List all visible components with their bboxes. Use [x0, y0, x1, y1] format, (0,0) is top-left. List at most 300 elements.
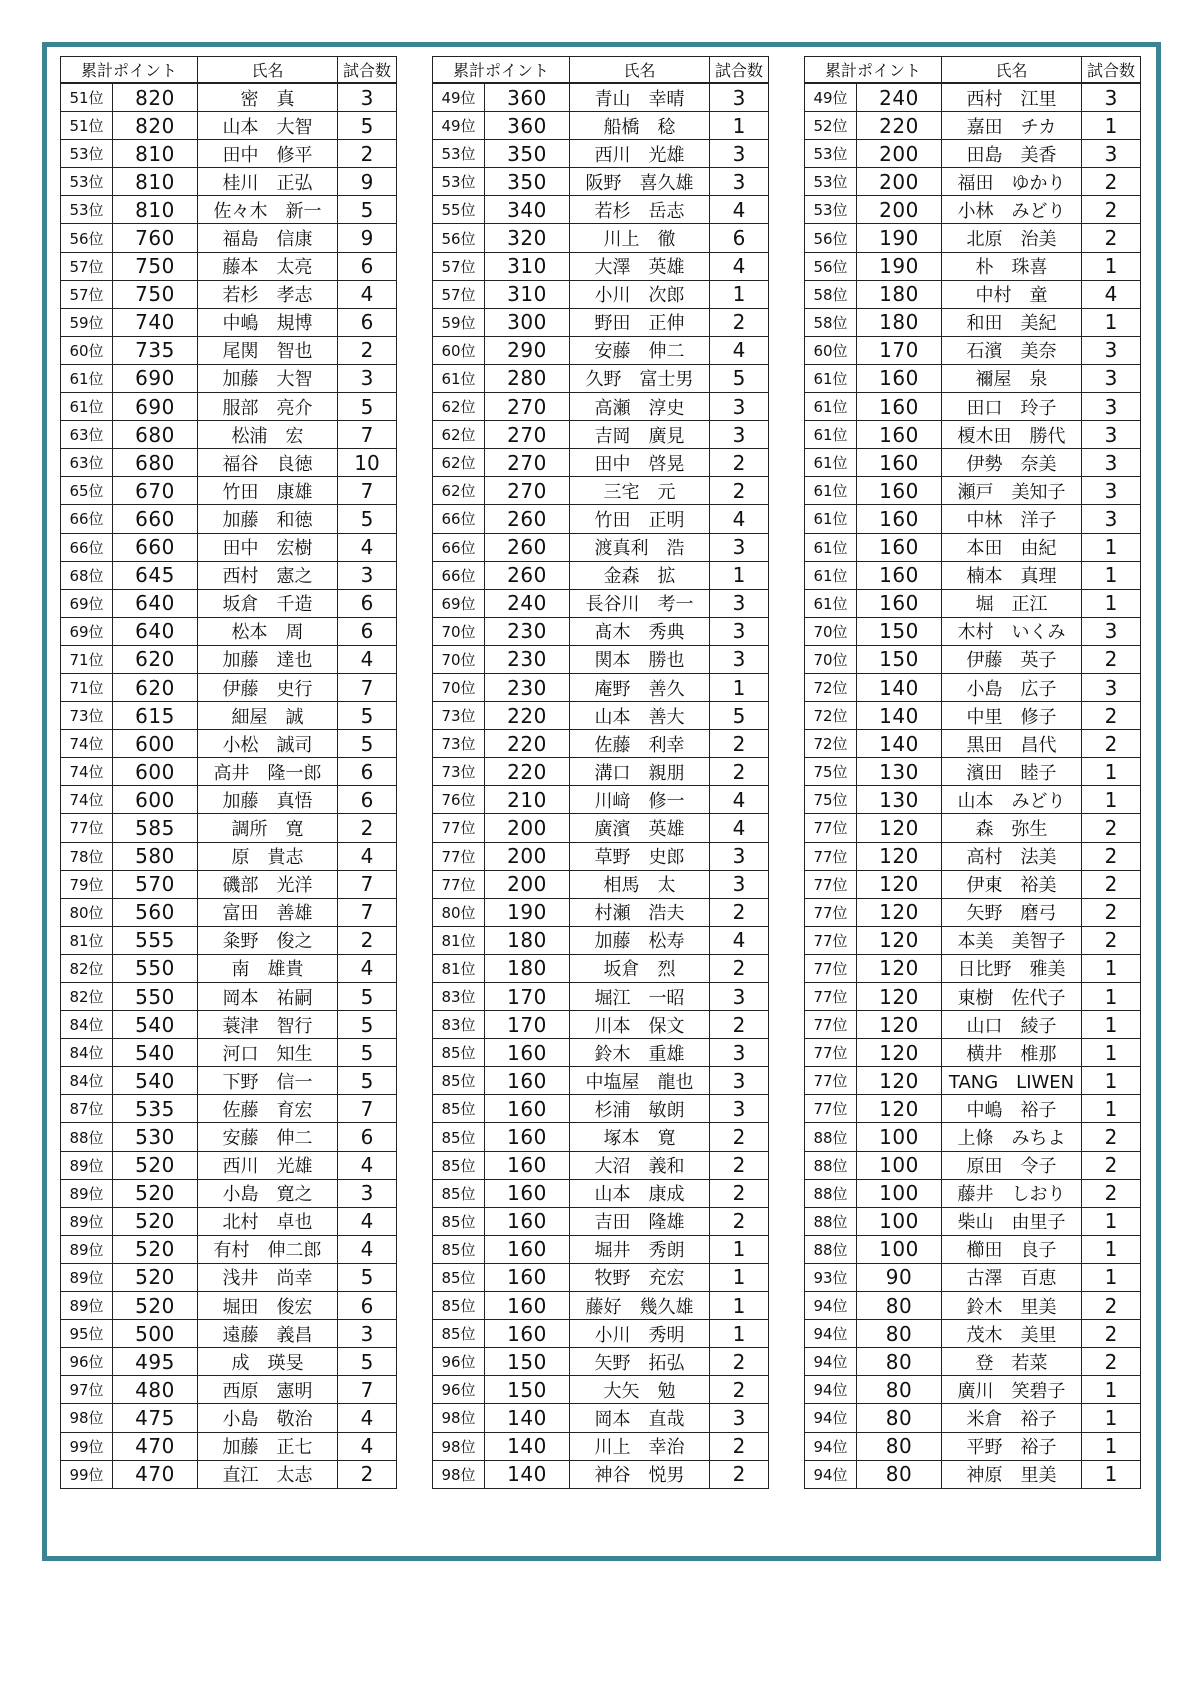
games-cell: 7 — [338, 898, 397, 926]
name-cell: 神谷 悦男 — [570, 1460, 710, 1488]
name-cell: 西村 憲之 — [198, 561, 338, 589]
games-cell: 5 — [338, 196, 397, 224]
name-cell: 矢野 拓弘 — [570, 1348, 710, 1376]
points-cell: 220 — [485, 730, 570, 758]
table-row — [805, 589, 1141, 617]
rank-cell: 87位 — [61, 1095, 113, 1123]
points-cell: 160 — [485, 1320, 570, 1348]
name-cell: 川﨑 修一 — [570, 786, 710, 814]
points-cell: 190 — [857, 252, 942, 280]
points-cell: 540 — [113, 1011, 198, 1039]
name-cell: 松浦 宏 — [198, 421, 338, 449]
table-row — [433, 645, 769, 673]
games-cell: 2 — [1082, 702, 1141, 730]
table-row — [805, 926, 1141, 954]
table-row — [805, 1067, 1141, 1095]
rank-cell: 62位 — [433, 393, 485, 421]
table-row — [61, 983, 397, 1011]
games-cell: 1 — [1082, 1235, 1141, 1263]
points-cell: 470 — [113, 1460, 198, 1488]
name-cell: 阪野 喜久雄 — [570, 168, 710, 196]
table-row — [61, 954, 397, 982]
table-row — [805, 1263, 1141, 1291]
name-cell: 東樹 佐代子 — [942, 983, 1082, 1011]
rank-cell: 61位 — [805, 533, 857, 561]
name-cell: 山口 綾子 — [942, 1011, 1082, 1039]
table-row — [61, 1039, 397, 1067]
points-cell: 100 — [857, 1151, 942, 1179]
points-cell: 100 — [857, 1123, 942, 1151]
name-cell: 高村 法美 — [942, 842, 1082, 870]
table-row — [61, 1348, 397, 1376]
games-cell: 1 — [1082, 1460, 1141, 1488]
points-cell: 540 — [113, 1067, 198, 1095]
name-cell: 磯部 光洋 — [198, 870, 338, 898]
games-cell: 5 — [338, 1067, 397, 1095]
points-cell: 270 — [485, 449, 570, 477]
points-cell: 130 — [857, 786, 942, 814]
table-row — [61, 280, 397, 308]
name-cell: 藤本 太亮 — [198, 252, 338, 280]
table-row — [805, 83, 1141, 112]
points-cell: 520 — [113, 1292, 198, 1320]
rank-cell: 61位 — [805, 589, 857, 617]
games-cell: 9 — [338, 224, 397, 252]
games-cell: 2 — [1082, 1292, 1141, 1320]
rank-cell: 77位 — [805, 983, 857, 1011]
rank-cell: 85位 — [433, 1039, 485, 1067]
name-cell: 三宅 元 — [570, 477, 710, 505]
name-cell: 北原 治美 — [942, 224, 1082, 252]
games-cell: 3 — [338, 1179, 397, 1207]
games-cell: 1 — [1082, 533, 1141, 561]
name-cell: 伊藤 史行 — [198, 673, 338, 701]
points-cell: 220 — [857, 112, 942, 140]
name-cell: 小川 秀明 — [570, 1320, 710, 1348]
games-cell: 3 — [1082, 617, 1141, 645]
table-row — [61, 870, 397, 898]
games-cell: 7 — [338, 1095, 397, 1123]
rank-cell: 73位 — [433, 758, 485, 786]
name-cell: 矢野 磨弓 — [942, 898, 1082, 926]
rank-cell: 59位 — [61, 308, 113, 336]
name-cell: 鈴木 重雄 — [570, 1039, 710, 1067]
table-row — [433, 252, 769, 280]
name-cell: 西川 光雄 — [198, 1151, 338, 1179]
rank-cell: 61位 — [805, 561, 857, 589]
rank-cell: 58位 — [805, 308, 857, 336]
rank-cell: 71位 — [61, 645, 113, 673]
table-row — [805, 870, 1141, 898]
header-row — [433, 57, 769, 84]
name-cell: 藤井 しおり — [942, 1179, 1082, 1207]
rank-cell: 57位 — [61, 280, 113, 308]
games-cell: 1 — [710, 112, 769, 140]
points-cell: 260 — [485, 533, 570, 561]
points-cell: 360 — [485, 83, 570, 112]
games-cell: 4 — [338, 1151, 397, 1179]
rank-cell: 82位 — [61, 983, 113, 1011]
games-cell: 7 — [338, 421, 397, 449]
points-cell: 120 — [857, 898, 942, 926]
rank-cell: 66位 — [433, 505, 485, 533]
name-cell: 小島 寛之 — [198, 1179, 338, 1207]
table-row — [433, 926, 769, 954]
rank-cell: 57位 — [433, 252, 485, 280]
table-row — [805, 112, 1141, 140]
rank-cell: 49位 — [433, 112, 485, 140]
table-row — [433, 1095, 769, 1123]
games-cell: 3 — [1082, 83, 1141, 112]
points-cell: 200 — [857, 140, 942, 168]
table-row — [805, 786, 1141, 814]
table-row — [433, 730, 769, 758]
games-cell: 2 — [710, 1432, 769, 1460]
rank-cell: 88位 — [61, 1123, 113, 1151]
games-cell: 6 — [338, 617, 397, 645]
games-cell: 1 — [1082, 1376, 1141, 1404]
games-cell: 6 — [338, 252, 397, 280]
name-cell: 茂木 美里 — [942, 1320, 1082, 1348]
games-cell: 2 — [710, 1179, 769, 1207]
name-cell: 佐藤 育宏 — [198, 1095, 338, 1123]
points-cell: 645 — [113, 561, 198, 589]
name-cell: 加藤 和徳 — [198, 505, 338, 533]
rank-cell: 77位 — [805, 926, 857, 954]
games-cell: 3 — [1082, 477, 1141, 505]
rank-cell: 63位 — [61, 421, 113, 449]
table-row — [61, 252, 397, 280]
rank-cell: 94位 — [805, 1376, 857, 1404]
table-row — [433, 1348, 769, 1376]
rank-cell: 51位 — [61, 112, 113, 140]
rank-cell: 77位 — [805, 898, 857, 926]
points-cell: 670 — [113, 477, 198, 505]
rank-cell: 70位 — [805, 645, 857, 673]
name-cell: 廣濱 英雄 — [570, 814, 710, 842]
points-cell: 240 — [857, 83, 942, 112]
name-cell: 原 貴志 — [198, 842, 338, 870]
points-cell: 220 — [485, 702, 570, 730]
games-cell: 2 — [710, 1207, 769, 1235]
rank-cell: 61位 — [433, 364, 485, 392]
points-cell: 140 — [485, 1432, 570, 1460]
name-cell: 相馬 太 — [570, 870, 710, 898]
ranking-table-left — [60, 56, 397, 1489]
rank-cell: 84位 — [61, 1039, 113, 1067]
table-row — [433, 1179, 769, 1207]
name-cell: 庵野 善久 — [570, 673, 710, 701]
games-cell: 2 — [1082, 1348, 1141, 1376]
points-cell: 80 — [857, 1292, 942, 1320]
rank-cell: 53位 — [433, 168, 485, 196]
name-cell: 長谷川 考一 — [570, 589, 710, 617]
rank-cell: 77位 — [433, 814, 485, 842]
games-cell: 3 — [710, 393, 769, 421]
rank-cell: 53位 — [61, 168, 113, 196]
games-cell: 2 — [1082, 645, 1141, 673]
name-cell: 堀田 俊宏 — [198, 1292, 338, 1320]
points-cell: 160 — [857, 477, 942, 505]
rank-cell: 74位 — [61, 758, 113, 786]
table-row — [433, 140, 769, 168]
points-cell: 530 — [113, 1123, 198, 1151]
games-cell: 2 — [338, 1460, 397, 1488]
table-row — [805, 561, 1141, 589]
name-cell: 田口 玲子 — [942, 393, 1082, 421]
points-cell: 200 — [857, 168, 942, 196]
games-cell: 2 — [1082, 1320, 1141, 1348]
points-cell: 80 — [857, 1320, 942, 1348]
name-cell: 川上 徹 — [570, 224, 710, 252]
rank-cell: 99位 — [61, 1460, 113, 1488]
rank-cell: 85位 — [433, 1095, 485, 1123]
name-cell: 船橋 稔 — [570, 112, 710, 140]
table-row — [805, 1039, 1141, 1067]
games-cell: 6 — [338, 786, 397, 814]
points-cell: 200 — [485, 814, 570, 842]
games-cell: 3 — [338, 1320, 397, 1348]
games-cell: 7 — [338, 673, 397, 701]
name-cell: 堀 正江 — [942, 589, 1082, 617]
rank-cell: 94位 — [805, 1292, 857, 1320]
name-cell: 坂倉 千造 — [198, 589, 338, 617]
games-cell: 4 — [710, 926, 769, 954]
points-cell: 200 — [485, 870, 570, 898]
games-cell: 3 — [710, 533, 769, 561]
games-cell: 7 — [338, 870, 397, 898]
points-cell: 300 — [485, 308, 570, 336]
table-row — [61, 1067, 397, 1095]
rank-cell: 56位 — [61, 224, 113, 252]
rank-cell: 88位 — [805, 1151, 857, 1179]
table-row — [61, 1123, 397, 1151]
games-cell: 5 — [338, 702, 397, 730]
games-cell: 3 — [710, 617, 769, 645]
rank-cell: 94位 — [805, 1404, 857, 1432]
table-row — [61, 1404, 397, 1432]
name-cell: 溝口 親朋 — [570, 758, 710, 786]
table-row — [61, 1320, 397, 1348]
games-cell: 1 — [1082, 1404, 1141, 1432]
games-cell: 2 — [1082, 224, 1141, 252]
points-cell: 620 — [113, 673, 198, 701]
table-row — [61, 842, 397, 870]
points-cell: 140 — [857, 673, 942, 701]
games-cell: 3 — [710, 1039, 769, 1067]
rank-cell: 57位 — [61, 252, 113, 280]
points-cell: 120 — [857, 954, 942, 982]
games-cell: 1 — [1082, 561, 1141, 589]
name-cell: 塚本 寛 — [570, 1123, 710, 1151]
name-cell: 髙木 秀典 — [570, 617, 710, 645]
name-cell: 西川 光雄 — [570, 140, 710, 168]
table-row — [433, 477, 769, 505]
table-row — [805, 702, 1141, 730]
games-cell: 4 — [710, 252, 769, 280]
name-cell: 川本 保文 — [570, 1011, 710, 1039]
rank-cell: 88位 — [805, 1179, 857, 1207]
name-cell: 和田 美紀 — [942, 308, 1082, 336]
points-cell: 80 — [857, 1404, 942, 1432]
table-row — [805, 308, 1141, 336]
name-cell: 若杉 孝志 — [198, 280, 338, 308]
table-row — [433, 505, 769, 533]
name-cell: 草野 史郎 — [570, 842, 710, 870]
name-cell: 久野 富士男 — [570, 364, 710, 392]
table-row — [805, 280, 1141, 308]
points-cell: 660 — [113, 505, 198, 533]
games-cell: 6 — [338, 308, 397, 336]
table-row — [433, 561, 769, 589]
table-row — [805, 617, 1141, 645]
points-cell: 120 — [857, 842, 942, 870]
name-cell: 渡真利 浩 — [570, 533, 710, 561]
name-cell: 川上 幸治 — [570, 1432, 710, 1460]
games-cell: 1 — [710, 280, 769, 308]
rank-cell: 85位 — [433, 1151, 485, 1179]
points-cell: 740 — [113, 308, 198, 336]
rank-cell: 77位 — [805, 1011, 857, 1039]
points-cell: 150 — [857, 617, 942, 645]
games-cell: 2 — [1082, 730, 1141, 758]
games-cell: 2 — [710, 1151, 769, 1179]
name-cell: 濱田 睦子 — [942, 758, 1082, 786]
points-cell: 160 — [857, 589, 942, 617]
games-cell: 2 — [1082, 1179, 1141, 1207]
points-cell: 240 — [485, 589, 570, 617]
name-cell: 大澤 英雄 — [570, 252, 710, 280]
rank-cell: 83位 — [433, 983, 485, 1011]
games-cell: 1 — [1082, 1095, 1141, 1123]
points-cell: 520 — [113, 1207, 198, 1235]
table-row — [805, 954, 1141, 982]
games-cell: 4 — [338, 1235, 397, 1263]
name-cell: 山本 康成 — [570, 1179, 710, 1207]
points-cell: 660 — [113, 533, 198, 561]
points-cell: 560 — [113, 898, 198, 926]
games-cell: 5 — [710, 364, 769, 392]
points-cell: 120 — [857, 870, 942, 898]
points-cell: 550 — [113, 954, 198, 982]
rank-cell: 83位 — [433, 1011, 485, 1039]
table-row — [805, 140, 1141, 168]
rank-cell: 66位 — [433, 561, 485, 589]
table-row — [805, 1376, 1141, 1404]
rank-cell: 82位 — [61, 954, 113, 982]
rank-cell: 74位 — [61, 786, 113, 814]
table-row — [805, 196, 1141, 224]
name-cell: 竹田 康雄 — [198, 477, 338, 505]
name-cell: 堀江 一昭 — [570, 983, 710, 1011]
table-row — [61, 786, 397, 814]
table-row — [61, 561, 397, 589]
name-cell: 山本 善大 — [570, 702, 710, 730]
points-cell: 120 — [857, 1011, 942, 1039]
rank-cell: 81位 — [433, 954, 485, 982]
points-cell: 550 — [113, 983, 198, 1011]
rank-cell: 68位 — [61, 561, 113, 589]
points-cell: 160 — [485, 1263, 570, 1291]
name-cell: 岡本 直哉 — [570, 1404, 710, 1432]
table-row — [805, 477, 1141, 505]
points-cell: 230 — [485, 617, 570, 645]
games-cell: 2 — [338, 926, 397, 954]
points-cell: 160 — [485, 1067, 570, 1095]
points-cell: 120 — [857, 814, 942, 842]
rank-cell: 53位 — [805, 196, 857, 224]
games-cell: 2 — [1082, 870, 1141, 898]
name-cell: 中嶋 規博 — [198, 308, 338, 336]
table-row — [61, 702, 397, 730]
points-cell: 180 — [857, 280, 942, 308]
name-cell: 南 雄貴 — [198, 954, 338, 982]
name-cell: 有村 伸二郎 — [198, 1235, 338, 1263]
name-cell: 米倉 裕子 — [942, 1404, 1082, 1432]
games-cell: 5 — [338, 1348, 397, 1376]
name-cell: 石濱 美奈 — [942, 336, 1082, 364]
points-cell: 160 — [485, 1095, 570, 1123]
table-row — [433, 1320, 769, 1348]
name-cell: 岡本 祐嗣 — [198, 983, 338, 1011]
points-cell: 570 — [113, 870, 198, 898]
points-cell: 260 — [485, 561, 570, 589]
points-cell: 680 — [113, 421, 198, 449]
games-cell: 3 — [710, 842, 769, 870]
name-cell: 中嶋 裕子 — [942, 1095, 1082, 1123]
rank-cell: 77位 — [61, 814, 113, 842]
table-row — [61, 505, 397, 533]
table-row — [433, 898, 769, 926]
points-cell: 180 — [485, 926, 570, 954]
table-row — [61, 1095, 397, 1123]
points-cell: 210 — [485, 786, 570, 814]
points-cell: 160 — [857, 393, 942, 421]
table-row — [433, 1207, 769, 1235]
name-cell: 登 若菜 — [942, 1348, 1082, 1376]
rank-cell: 73位 — [433, 702, 485, 730]
points-cell: 160 — [485, 1039, 570, 1067]
games-cell: 3 — [710, 1067, 769, 1095]
games-cell: 3 — [1082, 673, 1141, 701]
games-cell: 4 — [338, 842, 397, 870]
table-row — [433, 1404, 769, 1432]
name-cell: 直江 太志 — [198, 1460, 338, 1488]
rank-cell: 60位 — [433, 336, 485, 364]
rank-cell: 53位 — [61, 196, 113, 224]
rank-cell: 89位 — [61, 1292, 113, 1320]
rank-cell: 77位 — [433, 842, 485, 870]
games-cell: 2 — [1082, 842, 1141, 870]
name-cell: 松本 周 — [198, 617, 338, 645]
games-cell: 1 — [1082, 758, 1141, 786]
table-row — [805, 421, 1141, 449]
rank-cell: 70位 — [805, 617, 857, 645]
games-cell: 3 — [1082, 364, 1141, 392]
rank-cell: 95位 — [61, 1320, 113, 1348]
name-cell: 中塩屋 龍也 — [570, 1067, 710, 1095]
rank-cell: 89位 — [61, 1263, 113, 1291]
name-cell: 伊東 裕美 — [942, 870, 1082, 898]
points-cell: 340 — [485, 196, 570, 224]
name-cell: 福谷 良徳 — [198, 449, 338, 477]
table-row — [805, 730, 1141, 758]
table-row — [61, 308, 397, 336]
rank-cell: 89位 — [61, 1179, 113, 1207]
table-row — [61, 1151, 397, 1179]
table-row — [805, 645, 1141, 673]
name-cell: 安藤 伸二 — [570, 336, 710, 364]
